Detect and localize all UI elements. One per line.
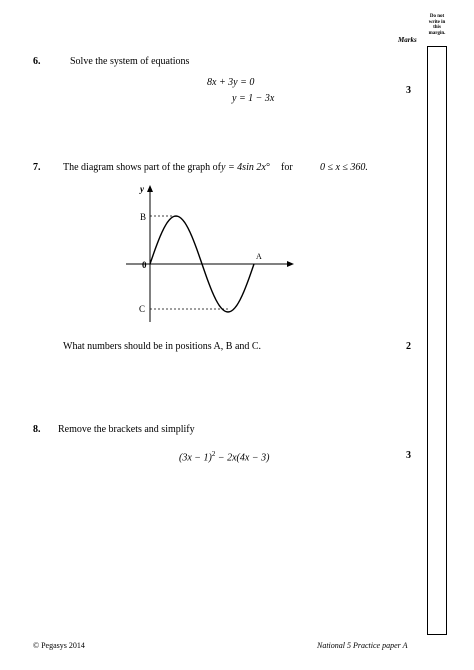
q7-marks: 2 <box>406 341 411 352</box>
y-axis-arrow <box>147 185 153 192</box>
q8-number: 8. <box>33 424 41 435</box>
q7-domain: 0 ≤ x ≤ 360. <box>320 162 368 173</box>
q6-marks: 3 <box>406 85 411 96</box>
label-c: C <box>139 304 146 314</box>
sine-graph <box>120 178 300 326</box>
margin-box <box>427 46 447 635</box>
q7-text: The diagram shows part of the graph of <box>63 162 222 173</box>
label-b: B <box>140 212 147 222</box>
q6-number: 6. <box>33 56 41 67</box>
q6-equation-1: 8x + 3y = 0 <box>207 77 255 88</box>
q7-number: 7. <box>33 162 41 173</box>
x-axis-arrow <box>287 261 294 267</box>
q6-text: Solve the system of equations <box>70 56 190 67</box>
q8-text: Remove the brackets and simplify <box>58 424 195 435</box>
footer-copyright: © Pegasys 2014 <box>33 641 85 650</box>
margin-note: Do not write in this margin. <box>428 14 446 36</box>
q6-equation-2: y = 1 − 3x <box>232 93 275 104</box>
q7-for: for <box>281 162 293 173</box>
q8-expression: $(3x - 1)^2 - 2x(4x - 3)$ <box>179 450 270 464</box>
label-a: A <box>256 252 262 261</box>
label-origin: 0 <box>142 260 147 270</box>
footer-paper-title: National 5 Practice paper A <box>317 641 408 650</box>
q7-equation: y = 4sin 2x° <box>221 162 270 173</box>
marks-heading: Marks <box>398 36 417 44</box>
y-axis-label: y <box>140 184 144 194</box>
q7-question: What numbers should be in positions A, B and C. <box>63 341 262 352</box>
q8-marks: 3 <box>406 450 411 461</box>
